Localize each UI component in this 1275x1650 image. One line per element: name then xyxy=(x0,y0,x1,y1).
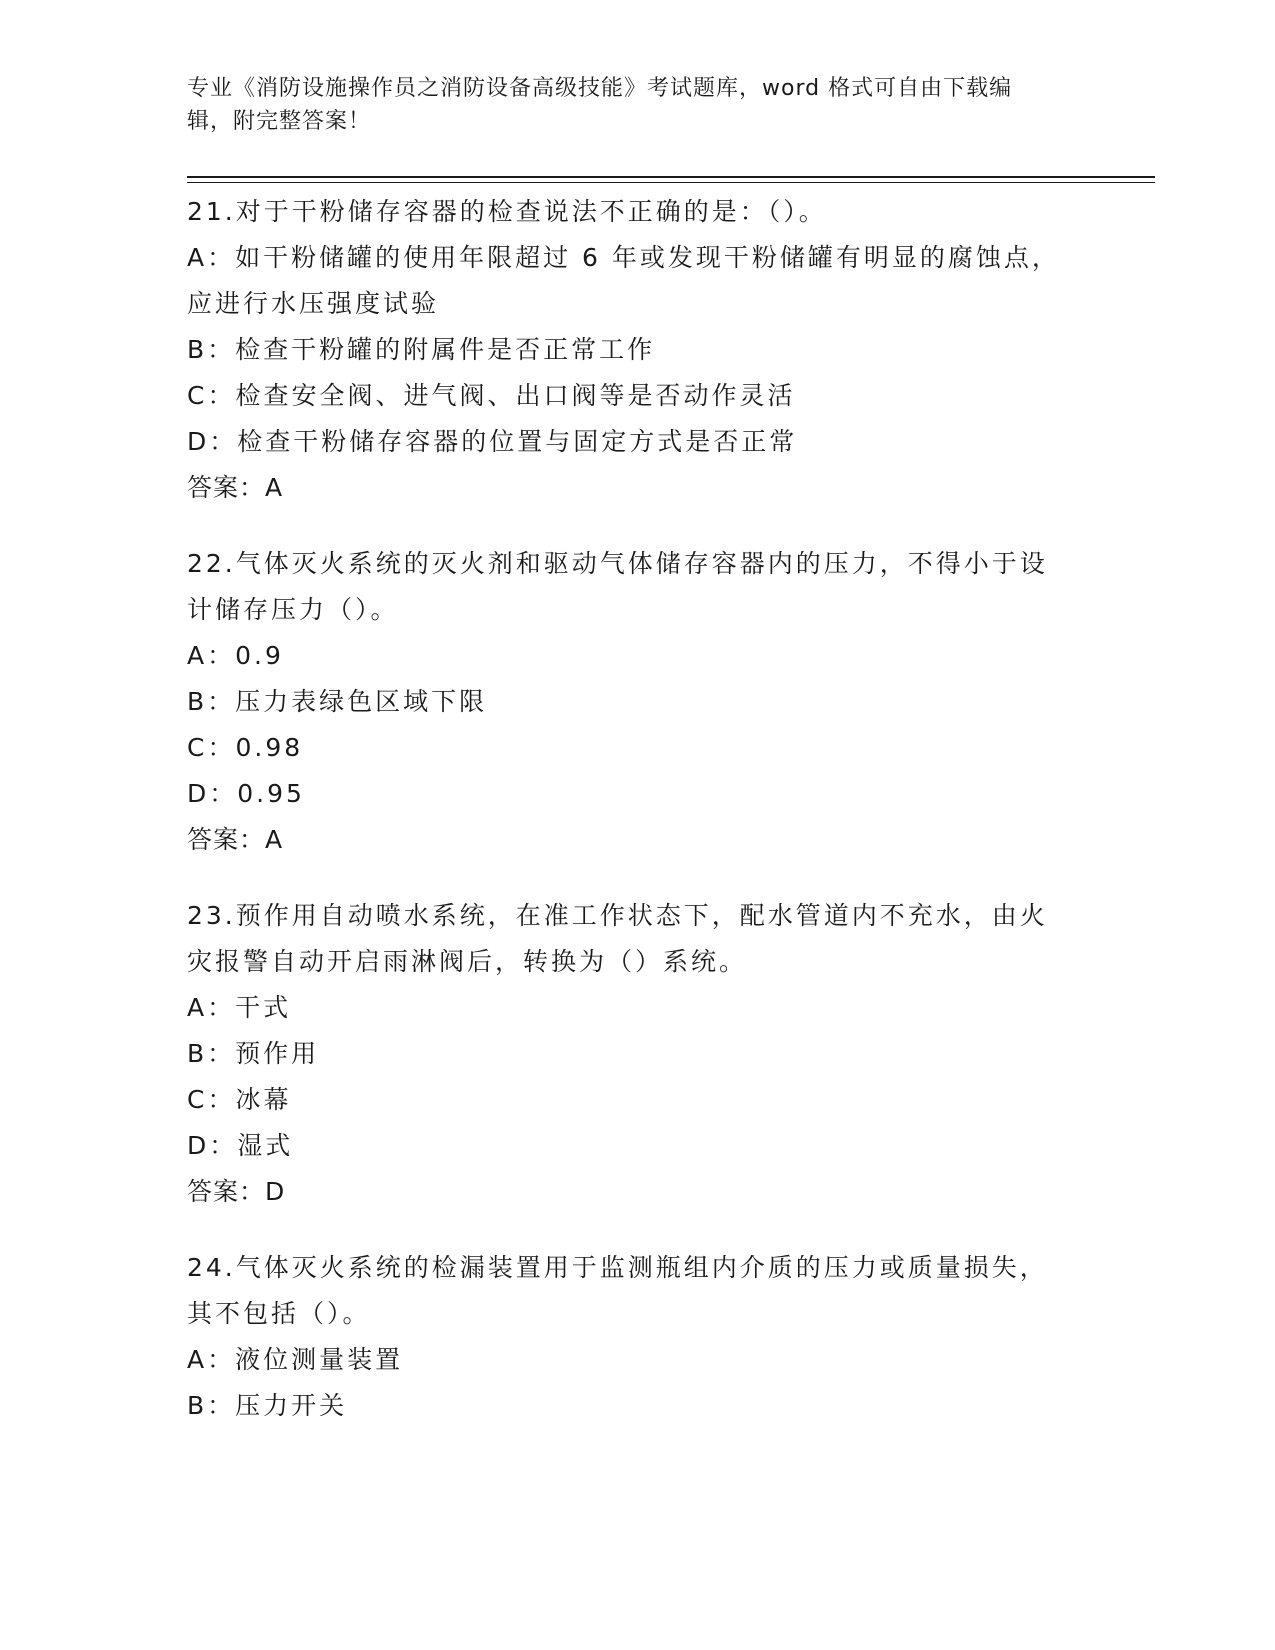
header-line: 辑，附完整答案！ xyxy=(187,109,372,134)
option-text: 液位测量装置 xyxy=(235,1345,404,1374)
answer-option xyxy=(187,419,1087,465)
option-text: 检查干粉储存容器的位置与固定方式是否正常 xyxy=(237,427,798,456)
option-key: D： xyxy=(187,1131,238,1160)
answer-option xyxy=(187,373,1087,419)
option-key: C： xyxy=(187,1085,236,1114)
option-key: C： xyxy=(187,381,236,410)
option-text: 压力表绿色区域下限 xyxy=(235,687,488,716)
answer-option xyxy=(187,1077,1087,1123)
answer-key: 答案：D xyxy=(187,1177,286,1206)
question-stem: 21.对于干粉储存容器的检查说法不正确的是：（）。 xyxy=(187,197,827,226)
option-text: 如干粉储罐的使用年限超过 6 年或发现干粉储罐有明显的腐蚀点， xyxy=(235,243,1060,272)
option-key: A： xyxy=(187,1345,236,1374)
option-key: A： xyxy=(187,243,236,272)
option-text: 湿式 xyxy=(237,1131,294,1160)
option-text: 检查干粉罐的附属件是否正常工作 xyxy=(235,335,656,364)
answer-option xyxy=(187,725,1087,771)
header-line: 专业《消防设施操作员之消防设备高级技能》考试题库，word 格式可自由下载编 xyxy=(187,76,1013,101)
question-stem: 22.气体灭火系统的灭火剂和驱动气体储存容器内的压力，不得小于设 xyxy=(187,549,1048,578)
option-key: D： xyxy=(187,427,238,456)
answer-option: 应进行水压强度试验 xyxy=(187,289,440,318)
question-item xyxy=(187,189,1087,511)
option-text: 冰幕 xyxy=(235,1085,292,1114)
option-text: 预作用 xyxy=(235,1039,320,1068)
question-stem: 灾报警自动开启雨淋阀后，转换为（）系统。 xyxy=(187,947,748,976)
option-text: 0.95 xyxy=(237,779,305,808)
answer-option xyxy=(187,1337,1087,1383)
option-key: B： xyxy=(187,1391,236,1420)
option-key: A： xyxy=(187,993,236,1022)
option-text: 干式 xyxy=(235,993,292,1022)
question-item xyxy=(187,893,1087,1215)
answer-option xyxy=(187,771,1087,817)
question-stem: 24.气体灭火系统的检漏装置用于监测瓶组内介质的压力或质量损失， xyxy=(187,1253,1048,1282)
answer-option xyxy=(187,679,1087,725)
answer-key: 答案：A xyxy=(187,825,284,854)
option-key: A： xyxy=(187,641,236,670)
header-divider xyxy=(187,176,1155,178)
option-key: B： xyxy=(187,687,236,716)
question-list xyxy=(187,189,1087,1459)
answer-option xyxy=(187,235,1087,281)
answer-key: 答案：A xyxy=(187,473,284,502)
question-stem: 计储存压力（）。 xyxy=(187,595,399,624)
document-header xyxy=(187,72,1087,138)
option-key: B： xyxy=(187,335,236,364)
question-stem: 23.预作用自动喷水系统，在准工作状态下，配水管道内不充水，由火 xyxy=(187,901,1048,930)
question-item xyxy=(187,541,1087,863)
answer-option xyxy=(187,633,1087,679)
answer-option xyxy=(187,1031,1087,1077)
option-text: 0.98 xyxy=(235,733,304,762)
option-key: C： xyxy=(187,733,236,762)
answer-option xyxy=(187,1123,1087,1169)
question-stem: 其不包括（）。 xyxy=(187,1299,371,1328)
option-key: B： xyxy=(187,1039,236,1068)
answer-option xyxy=(187,985,1087,1031)
option-text: 压力开关 xyxy=(235,1391,348,1420)
option-text: 检查安全阀、进气阀、出口阀等是否动作灵活 xyxy=(235,381,796,410)
question-item xyxy=(187,1245,1087,1429)
answer-option xyxy=(187,327,1087,373)
header-divider xyxy=(187,182,1155,183)
option-text: 0.9 xyxy=(235,641,284,670)
answer-option xyxy=(187,1383,1087,1429)
option-key: D： xyxy=(187,779,238,808)
